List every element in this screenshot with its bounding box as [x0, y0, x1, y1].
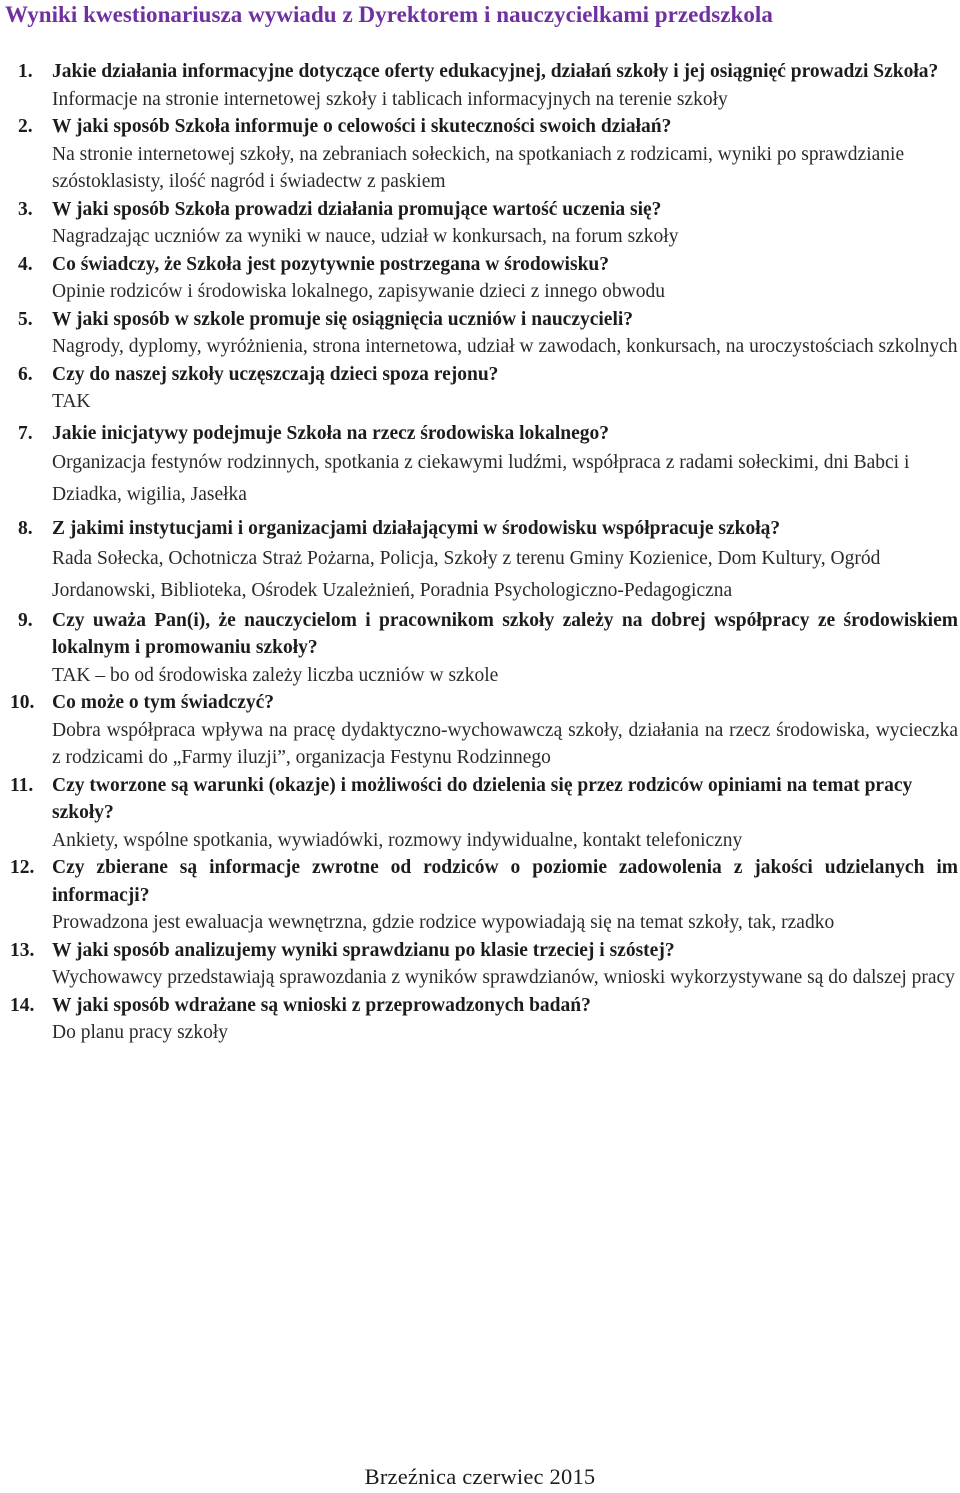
footer-place-date: Brzeźnica czerwiec 2015: [364, 1464, 596, 1489]
list-item: [0, 772, 960, 855]
question-text: W jaki sposób wdrażane są wnioski z przeprowadzonych badań?: [52, 994, 591, 1016]
answer-text: Wychowawcy przedstawiają sprawozdania z wyników sprawdzianów, wnioski wykorzystywane są do dalszej pracy: [52, 967, 955, 988]
answer-text: Prowadzona jest ewaluacja wewnętrzna, gdzie rodzice wypowiadają się na temat szkoły, tak, rzadko: [52, 912, 835, 933]
question-text: W jaki sposób analizujemy wyniki sprawdzianu po klasie trzeciej i szóstej?: [52, 939, 675, 961]
question-text: W jaki sposób w szkole promuje się osiągnięcia uczniów i nauczycieli?: [52, 308, 634, 330]
question-text: Z jakimi instytucjami i organizacjami działającymi w środowisku współpracuje szkołą?: [52, 518, 781, 539]
item-number: 8.: [18, 518, 33, 539]
item-number: 3.: [18, 198, 33, 220]
list-item: [0, 251, 960, 306]
answer-text: Do planu pracy szkoły: [52, 1022, 228, 1043]
item-number: 12.: [10, 857, 35, 878]
list-item: [0, 306, 960, 361]
answer-text: Nagrody, dyplomy, wyróżnienia, strona internetowa, udział w zawodach, konkursach, na uroczystościach szkolnych: [52, 336, 958, 357]
item-number: 13.: [10, 939, 35, 961]
list-item: [0, 361, 960, 416]
answer-text: Nagradzając uczniów za wyniki w nauce, udział w konkursach, na forum szkoły: [52, 226, 679, 247]
list-item: [0, 196, 960, 251]
question-text: Czy zbierane są informacje zwrotne od rodziców o poziomie zadowolenia z jakości udzielanych im informacji?: [52, 857, 958, 906]
answer-text: Organizacja festynów rodzinnych, spotkania z ciekawymi ludźmi, współpraca z radami sołeckimi, dni Babci i Dziadka, wigilia, Jasełka: [52, 452, 910, 505]
list-item: [0, 607, 960, 690]
answer-text: Na stronie internetowej szkoły, na zebraniach sołeckich, na spotkaniach z rodzicami, wyniki po sprawdzianie szóstoklasisty, ilość nagród i świadectw z paskiem: [52, 143, 905, 192]
question-text: Co świadczy, że Szkoła jest pozytywnie postrzegana w środowisku?: [52, 253, 610, 275]
item-number: 14.: [10, 994, 35, 1016]
list-item: [0, 113, 960, 196]
item-number: 1.: [18, 61, 33, 82]
answer-text: Informacje na stronie internetowej szkoły i tablicach informacyjnych na terenie szkoły: [52, 88, 728, 110]
question-text: Czy uważa Pan(i), że nauczycielom i pracownikom szkoły zależy na dobrej współpracy ze środowiskiem lokalnym i promowaniu szkoły?: [52, 609, 958, 658]
answer-text: Opinie rodziców i środowiska lokalnego, zapisywanie dzieci z innego obwodu: [52, 281, 666, 302]
question-text: Jakie inicjatywy podejmuje Szkoła na rzecz środowiska lokalnego?: [52, 422, 610, 444]
question-text: Czy tworzone są warunki (okazje) i możliwości do dzielenia się przez rodziców opiniami na temat pracy szkoły?: [52, 774, 913, 823]
answer-text: Ankiety, wspólne spotkania, wywiadówki, rozmowy indywidualne, kontakt telefoniczny: [52, 829, 743, 851]
item-number: 4.: [18, 253, 33, 275]
answer-text: TAK: [52, 391, 91, 412]
list-item: [0, 854, 960, 937]
item-number: 9.: [18, 609, 33, 631]
list-item: [0, 515, 960, 607]
item-number: 10.: [10, 692, 35, 713]
list-item: [0, 937, 960, 992]
list-item: [0, 420, 960, 512]
list-item: [0, 58, 960, 113]
answer-text: Dobra współpraca wpływa na pracę dydaktyczno-wychowawczą szkoły, działania na rzecz środowiska, wycieczka z rodzicami do „Farmy iluzji”, organizacja Festynu Rodzinnego: [52, 719, 958, 768]
question-text: Czy do naszej szkoły uczęszczają dzieci spoza rejonu?: [52, 363, 499, 385]
answer-text: Rada Sołecka, Ochotnicza Straż Pożarna, Policja, Szkoły z terenu Gminy Kozienice, Dom Kultury, Ogród Jordanowski, Biblioteka, Ośrodek Uzależnień, Poradnia Psychologiczno-Pedagogiczna: [52, 547, 881, 601]
question-text: W jaki sposób Szkoła prowadzi działania promujące wartość uczenia się?: [52, 198, 662, 220]
question-text: W jaki sposób Szkoła informuje o celowości i skuteczności swoich działań?: [52, 116, 672, 137]
item-number: 6.: [18, 363, 33, 385]
question-text: Jakie działania informacyjne dotyczące oferty edukacyjnej, działań szkoły i jej osiągnięć prowadzi Szkoła?: [52, 61, 939, 82]
answer-text: TAK – bo od środowiska zależy liczba uczniów w szkole: [52, 664, 499, 686]
document-title: Wyniki kwestionariusza wywiadu z Dyrektorem i nauczycielkami przedszkola: [5, 2, 773, 27]
item-number: 11.: [10, 774, 34, 796]
question-text: Co może o tym świadczyć?: [52, 692, 275, 713]
list-item: [0, 992, 960, 1047]
list-item: [0, 689, 960, 772]
item-number: 2.: [18, 116, 33, 137]
item-number: 7.: [18, 422, 33, 444]
question-list: [0, 58, 960, 1047]
item-number: 5.: [18, 308, 33, 330]
